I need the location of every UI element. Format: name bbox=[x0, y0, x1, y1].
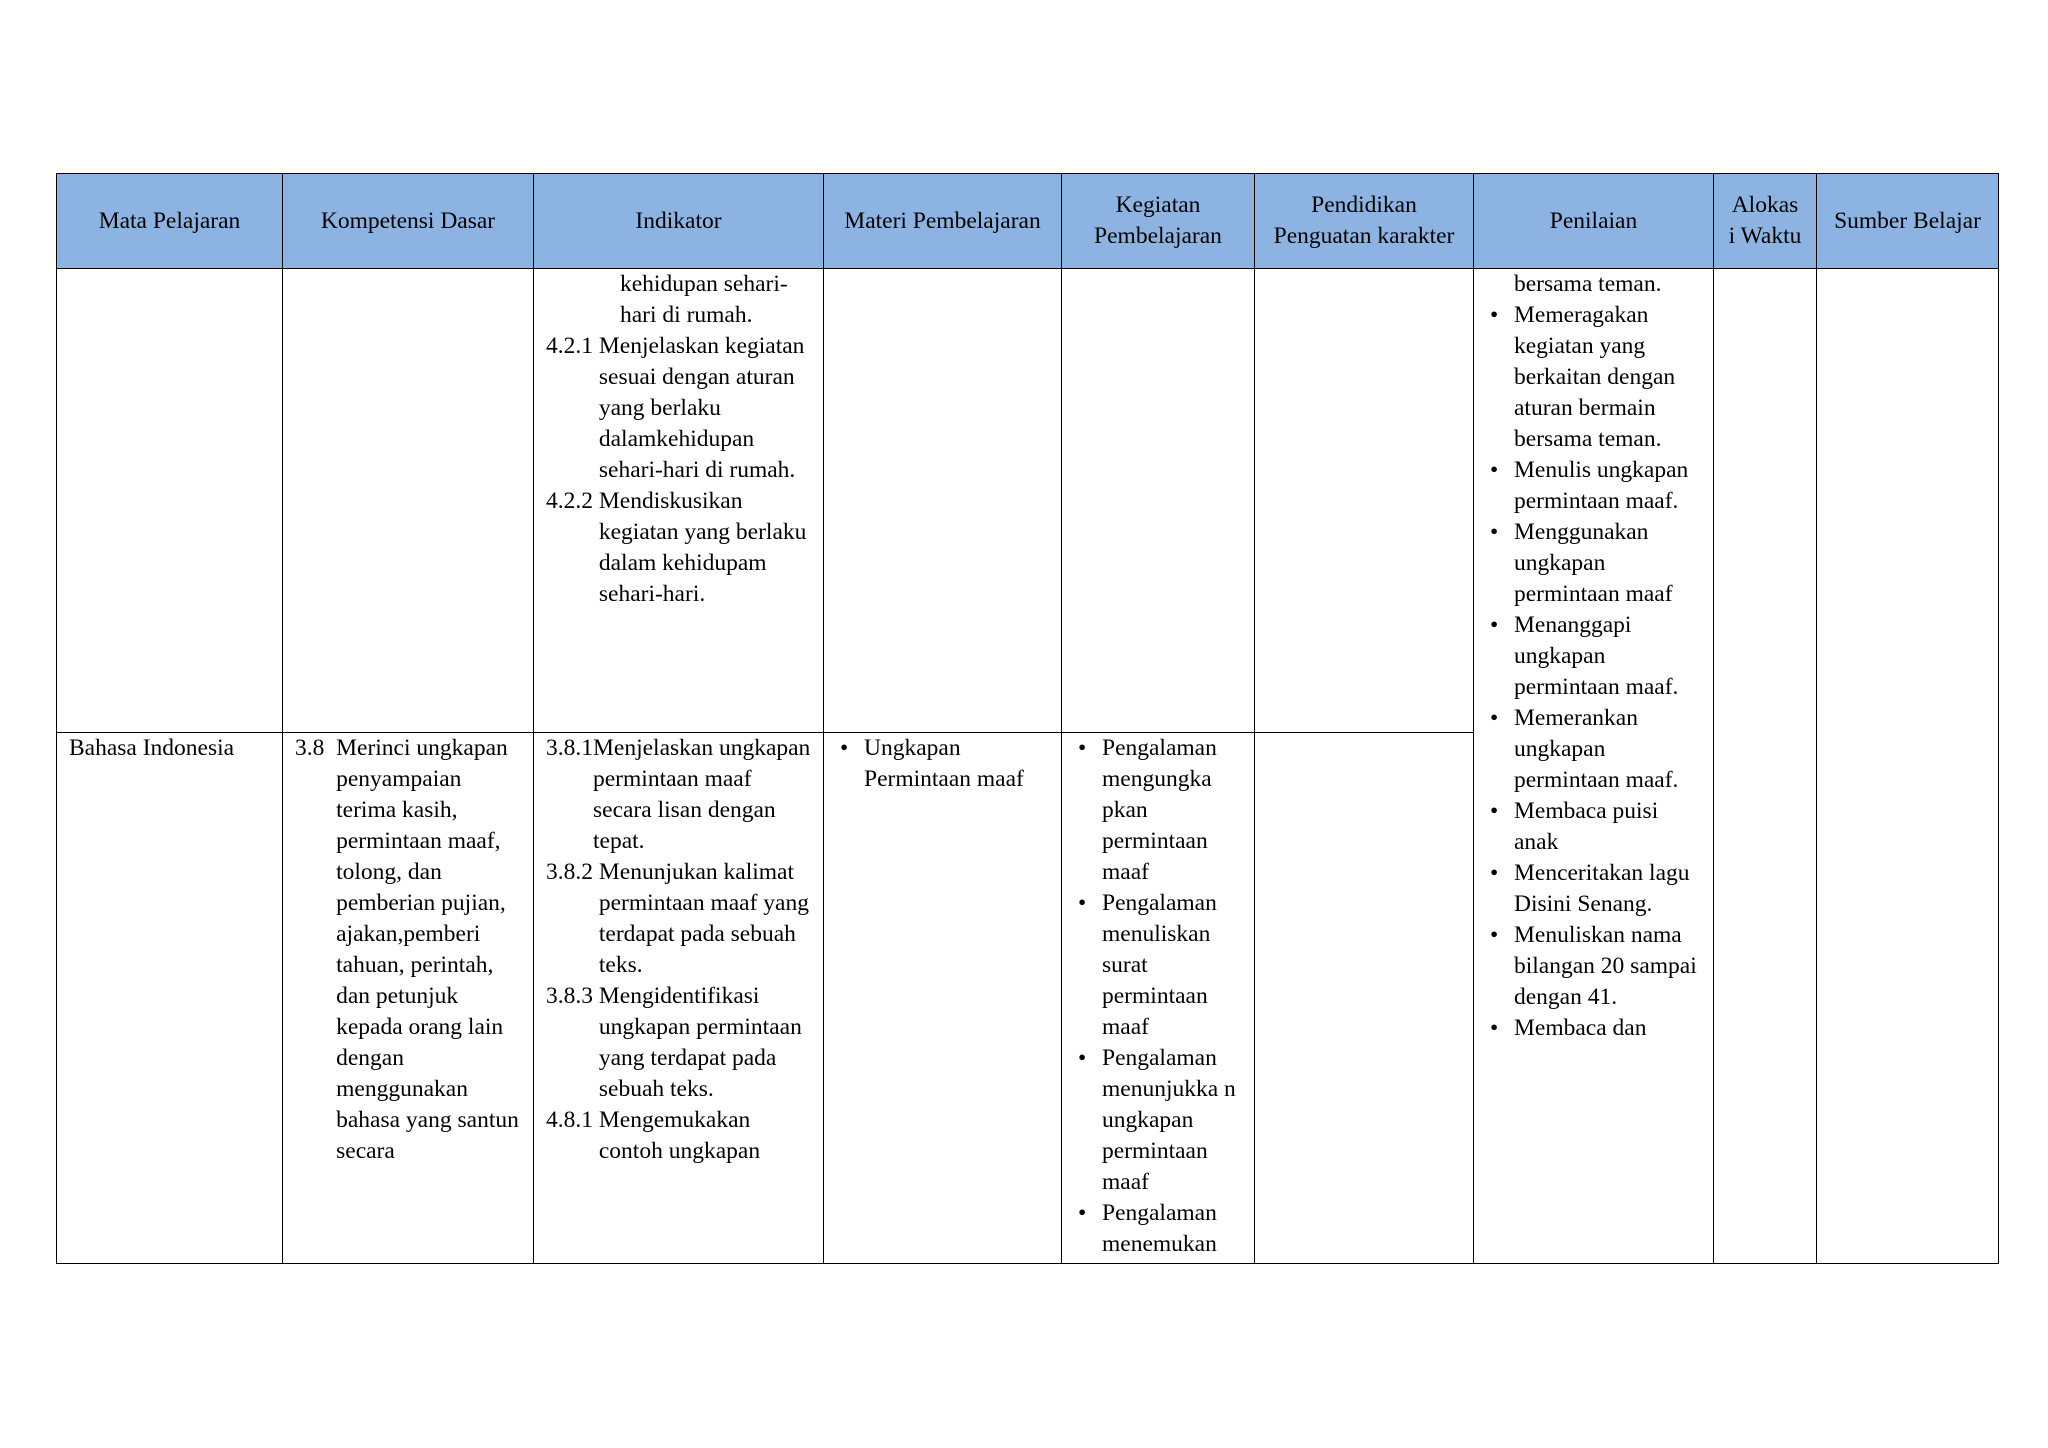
cell-kompetensi-dasar bbox=[283, 269, 534, 733]
penilaian-list bbox=[1486, 300, 1701, 1044]
cell-indikator bbox=[534, 733, 824, 1264]
cell-alokasi-waktu bbox=[1714, 269, 1817, 1264]
indikator-item: 4.2.2 Mendiskusikan kegiatan yang berlaku dalam kehidupam sehari-hari. bbox=[546, 488, 807, 607]
list-item: • Menceritakan lagu Disini Senang. bbox=[1486, 858, 1701, 920]
indikator-item: 3.8.1 Menjelaskan ungkapan permintaan maaf secara lisan dengan tepat. bbox=[546, 735, 811, 854]
list-item: • Pengalaman menemukan bbox=[1074, 1198, 1242, 1260]
cell-karakter bbox=[1255, 269, 1474, 733]
list-item: • Memerankan ungkapan permintaan maaf. bbox=[1486, 703, 1701, 796]
kegiatan-list bbox=[1074, 733, 1242, 1260]
header-row bbox=[57, 174, 1999, 269]
cell-indikator bbox=[534, 269, 824, 733]
syllabus-table bbox=[56, 173, 1999, 1264]
list-item: • Menggunakan ungkapan permintaan maaf bbox=[1486, 517, 1701, 610]
cell-sumber-belajar bbox=[1817, 269, 1999, 1264]
indikator-item: 3.8.2 Menunjukan kalimat permintaan maaf yang terdapat pada sebuah teks. bbox=[546, 859, 809, 978]
list-item: • Pengalaman menuliskan surat permintaan maaf bbox=[1074, 888, 1242, 1043]
kd-item: 3.8 Merinci ungkapan penyampaian terima kasih, permintaan maaf, tolong, dan pemberian pujian, ajakan,pemberi tahuan, perintah, dan petunjuk kepada orang lain dengan menggunakan bahasa yang santun secara bbox=[295, 735, 519, 1164]
header-kegiatan-pembelajaran: Kegiatan Pembelajaran bbox=[1062, 174, 1255, 269]
header-sumber-belajar: Sumber Belajar bbox=[1817, 174, 1999, 269]
table-row bbox=[57, 269, 1999, 733]
materi-list bbox=[836, 733, 1049, 795]
indikator-item: 4.2.1 Menjelaskan kegiatan sesuai dengan aturan yang berlaku dalamkehidupan sehari-hari di rumah. bbox=[546, 333, 805, 483]
list-item: • Menuliskan nama bilangan 20 sampai dengan 41. bbox=[1486, 920, 1701, 1013]
cell-mata-pelajaran: Bahasa Indonesia bbox=[57, 733, 283, 1264]
cell-materi bbox=[824, 269, 1062, 733]
list-item: • Pengalaman menunjukka n ungkapan permintaan maaf bbox=[1074, 1043, 1242, 1198]
list-item: • Membaca puisi anak bbox=[1486, 796, 1701, 858]
cell-mata-pelajaran bbox=[57, 269, 283, 733]
indikator-continuation: kehidupan sehari- hari di rumah. bbox=[620, 271, 788, 328]
header-alokasi-waktu: Alokas i Waktu bbox=[1714, 174, 1817, 269]
indikator-item: 3.8.3 Mengidentifikasi ungkapan permintaan yang terdapat pada sebuah teks. bbox=[546, 983, 802, 1102]
list-item: • Membaca dan bbox=[1486, 1013, 1701, 1044]
header-materi-pembelajaran: Materi Pembelajaran bbox=[824, 174, 1062, 269]
cell-kegiatan bbox=[1062, 269, 1255, 733]
cell-penilaian bbox=[1474, 269, 1714, 1264]
indikator-item: 4.8.1 Mengemukakan contoh ungkapan bbox=[546, 1107, 761, 1164]
list-item: • Pengalaman mengungka pkan permintaan maaf bbox=[1074, 733, 1242, 888]
penilaian-continuation: bersama teman. bbox=[1514, 271, 1662, 297]
cell-materi bbox=[824, 733, 1062, 1264]
list-item: • Menanggapi ungkapan permintaan maaf. bbox=[1486, 610, 1701, 703]
cell-kegiatan bbox=[1062, 733, 1255, 1264]
header-indikator: Indikator bbox=[534, 174, 824, 269]
list-item: • Memeragakan kegiatan yang berkaitan dengan aturan bermain bersama teman. bbox=[1486, 300, 1701, 455]
header-penilaian: Penilaian bbox=[1474, 174, 1714, 269]
list-item: • Ungkapan Permintaan maaf bbox=[836, 733, 1049, 795]
header-pendidikan-penguatan-karakter: Pendidikan Penguatan karakter bbox=[1255, 174, 1474, 269]
header-mata-pelajaran: Mata Pelajaran bbox=[57, 174, 283, 269]
cell-kompetensi-dasar bbox=[283, 733, 534, 1264]
cell-karakter bbox=[1255, 733, 1474, 1264]
header-kompetensi-dasar: Kompetensi Dasar bbox=[283, 174, 534, 269]
list-item: • Menulis ungkapan permintaan maaf. bbox=[1486, 455, 1701, 517]
